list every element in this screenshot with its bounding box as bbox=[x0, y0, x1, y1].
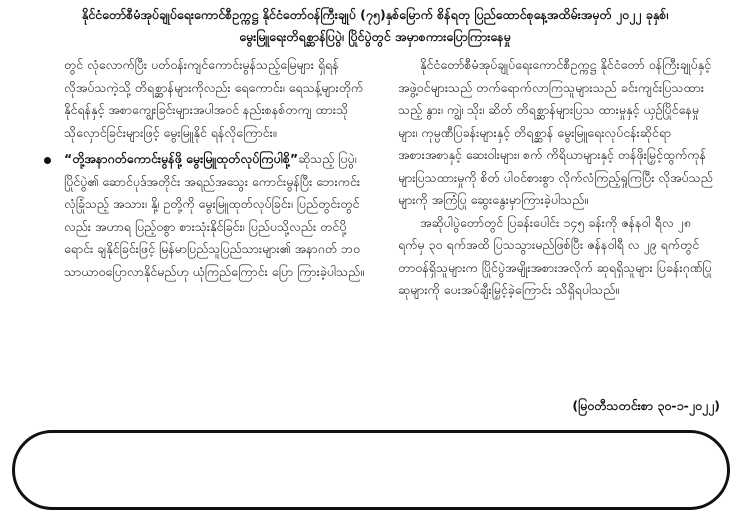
bullet-item bbox=[40, 148, 370, 283]
source-credit: (မြဝတီသတင်းစာ ၃၀-၁-၂၀၂၂) bbox=[572, 398, 720, 413]
headline-line-2: မွေးမြူရေးတိရစ္ဆာန်ပြပွဲ၊ ပြိုင်ပွဲတွင် အမှာစကားပြောကြားနေမှု bbox=[239, 29, 511, 44]
bullet-text: ဆိုသည့် ပြပွဲ၊ ပြိုင်ပွဲ၏ ဆောင်ပုဒ်အတိုင်း အရည်အသွေး ကောင်းမွန်ပြီး ဘေးကင်းလုံခြုံသည့် အသား၊ နို့၊ ဥတို့ကို မွေးမြူထုတ်လုပ်ခြင်း၊ ပြည်တွင်းတွင်လည်း အဟာရ ပြည့်ဝစွာ စားသုံးနိုင်ခြင်း၊ ပြည်ပသို့လည်း တင်ပို့ရောင်း ချနိုင်ခြင်းဖြင့် မြန်မာပြည်သူပြည်သားများ၏ အနာဂတ် ဘဝသာယာဝပြောလာနိုင်မည်ဟု ယုံကြည်ကြောင်း ပြော ကြားခဲ့ပါသည်။ bbox=[64, 151, 365, 279]
left-column bbox=[40, 54, 370, 283]
rounded-frame-border bbox=[12, 430, 730, 510]
headline bbox=[0, 4, 750, 48]
right-paragraph-2: အဆိုပါပွဲတော်တွင် ပြခန်းပေါင်း ၁၄၅ ခန်းကို ဇန်နဝါ ရီလ ၂၈ ရက်မှ ၃၀ ရက်အထိ ပြသသွားမည်ဖြစ်ပြီး ဇန်နဝါရီ လ ၂၉ ရက်တွင် တာဝန်ရှိသူများက ပြိုင်ပွဲအမျိုးအစားအလိုက် ဆုရရှိသူများ ပြခန်းဂုဏ်ပြုဆုများကို ပေးအပ်ချီးမြှင့်ခဲ့ကြောင်း သိရှိရပါသည်။ bbox=[398, 214, 712, 297]
right-paragraph-1: နိုင်ငံတော်စီမံအုပ်ချုပ်ရေးကောင်စီဥက္ကဋ္ဌ နိုင်ငံတော် ဝန်ကြီးချုပ်နှင့် အဖွဲ့ဝင်များသည် တက်ရောက်လာကြသူများသည် ခင်းကျင်းပြသထားသည့် နွား၊ ကျွဲ၊ သိုး၊ ဆိတ် တိရစ္ဆာန်များပြသ ထားမှုနှင့် ယှဉ်ပြိုင်နေမှုများ၊ ကုမ္ပဏီပြခန်းများနှင့် တိရစ္ဆာန် မွေးမြူရေးလုပ်ငန်းဆိုင်ရာအစားအစာနှင့် ဆေးဝါးများ၊ စက် ကိရိယာများနှင့် တန်ဖိုးမြှင့်ထွက်ကုန်များပြသထားမှုကို စိတ် ပါဝင်စားစွာ လိုက်လံကြည့်ရှုကြပြီး လိုအပ်သည်များကို အကြံပြု ဆွေးနွေးမှာကြားခဲ့ပါသည်။ bbox=[398, 57, 713, 207]
bullet-lead: “တို့အနာဂတ်ကောင်းမွန်ဖို့ မွေးမြူထုတ်လုပ်ကြပါစို့” bbox=[64, 151, 299, 166]
bullet-dot-icon bbox=[44, 157, 51, 164]
right-column bbox=[398, 54, 714, 302]
left-paragraph: တွင် လုံလောက်ပြီး ပတ်ဝန်းကျင်ကောင်းမွန်သည့်မြေများ ရှိရန် လိုအပ်သကဲ့သို့ တိရစ္ဆာန်များကိုလည်း ရေကောင်း၊ ရေသန့်များတိုက်နိုင်ရန်နှင့် အစာကျွေးခြင်းများအပါအဝင် နည်းစနစ်တကျ ထားသို သိုလှောင်ခြင်းများဖြင့် မွေးမြူနိုင် ရန်လိုကြောင်း။ bbox=[64, 57, 364, 140]
headline-line-1: နိုင်ငံတော်စီမံအုပ်ချုပ်ရေးကောင်စီဥက္ကဋ္ဌ နိုင်ငံတော်ဝန်ကြီးချုပ် (၇၅)နှစ်မြောက် စိန်ရတု ပြည်ထောင်စုနေ့အထိမ်းအမှတ် ၂၀၂၂ ခုနှစ်၊ bbox=[81, 7, 669, 22]
